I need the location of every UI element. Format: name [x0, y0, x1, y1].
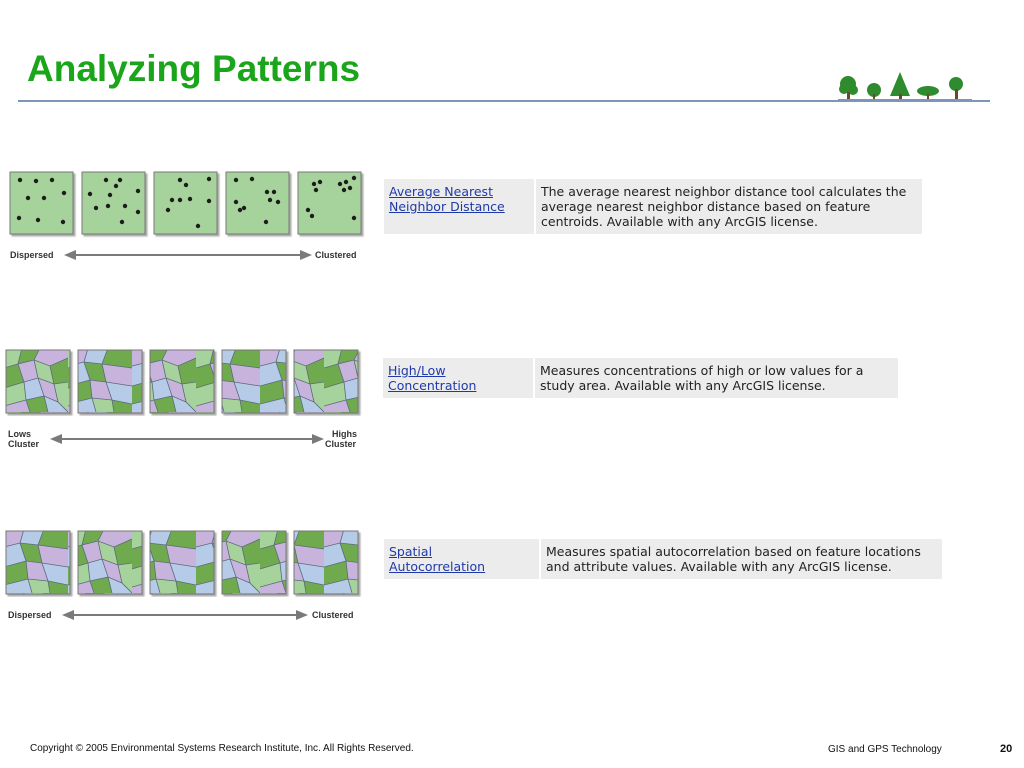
spatial-autocorrelation-link[interactable]: Spatial Autocorrelation — [384, 539, 539, 579]
average-nearest-neighbor-link[interactable]: Average Nearest Neighbor Distance — [384, 179, 534, 234]
polygon-map-tile — [150, 531, 214, 594]
polygon-map-tile — [78, 531, 142, 594]
polygon-map-tile — [6, 531, 70, 594]
dispersed-points-tile — [10, 172, 73, 234]
tool-info-table-avg-nn — [382, 177, 924, 236]
tool-description: Measures spatial autocorrelation based on feature locations and attribute values. Available with any ArcGIS license. — [541, 539, 942, 579]
double-arrow-icon — [64, 249, 312, 261]
slide-title: Analyzing Patterns — [27, 48, 361, 89]
high-low-map-panel — [4, 348, 364, 416]
polygon-map-tile — [78, 350, 142, 413]
clustered-points-tile — [226, 172, 289, 234]
double-arrow-icon — [50, 433, 324, 445]
scale-right-label: Clustered — [312, 610, 354, 620]
spatial-autocorrelation-map-panel — [4, 529, 364, 597]
scale-left-label: Dispersed — [8, 610, 52, 620]
high-low-concentration-link[interactable]: High/Low Concentration — [383, 358, 533, 398]
intermediate-points-tile — [154, 172, 217, 234]
polygon-map-tile — [222, 531, 286, 594]
footer-copyright: Copyright © 2005 Environmental Systems Research Institute, Inc. All Rights Reserved. — [30, 743, 414, 754]
tool-info-table-high-low — [381, 356, 900, 400]
lows-highs-scale — [6, 428, 362, 450]
footer-course-name: GIS and GPS Technology — [828, 744, 942, 755]
polygon-map-tile — [150, 350, 214, 413]
page-number: 20 — [1000, 743, 1013, 755]
polygon-map-tile — [294, 531, 358, 594]
scale-left-label-l1: Lows — [8, 429, 32, 439]
point-pattern-panel — [8, 170, 366, 238]
tool-description: Measures concentrations of high or low values for a study area. Available with any ArcGIS license. — [535, 358, 898, 398]
scale-right-label-l1: Highs — [332, 429, 358, 439]
dispersed-points-tile — [82, 172, 145, 234]
scale-right-label: Clustered — [315, 250, 357, 260]
dispersed-clustered-scale — [8, 248, 364, 262]
polygon-map-tile — [294, 350, 358, 413]
polygon-map-tile — [222, 350, 286, 413]
polygon-map-tile — [6, 350, 70, 413]
clustered-points-tile — [298, 172, 361, 234]
tool-description: The average nearest neighbor distance tool calculates the average nearest neighbor distance based on feature centroids. Available with any ArcGIS license. — [536, 179, 922, 234]
tree-clipart-icon — [838, 70, 972, 102]
scale-left-label-l2: Cluster — [8, 439, 40, 449]
dispersed-clustered-scale — [6, 608, 364, 622]
double-arrow-icon — [62, 609, 308, 621]
tool-info-table-spatial-autocorr — [382, 537, 944, 581]
scale-left-label: Dispersed — [10, 250, 54, 260]
scale-right-label-l2: Cluster — [325, 439, 357, 449]
